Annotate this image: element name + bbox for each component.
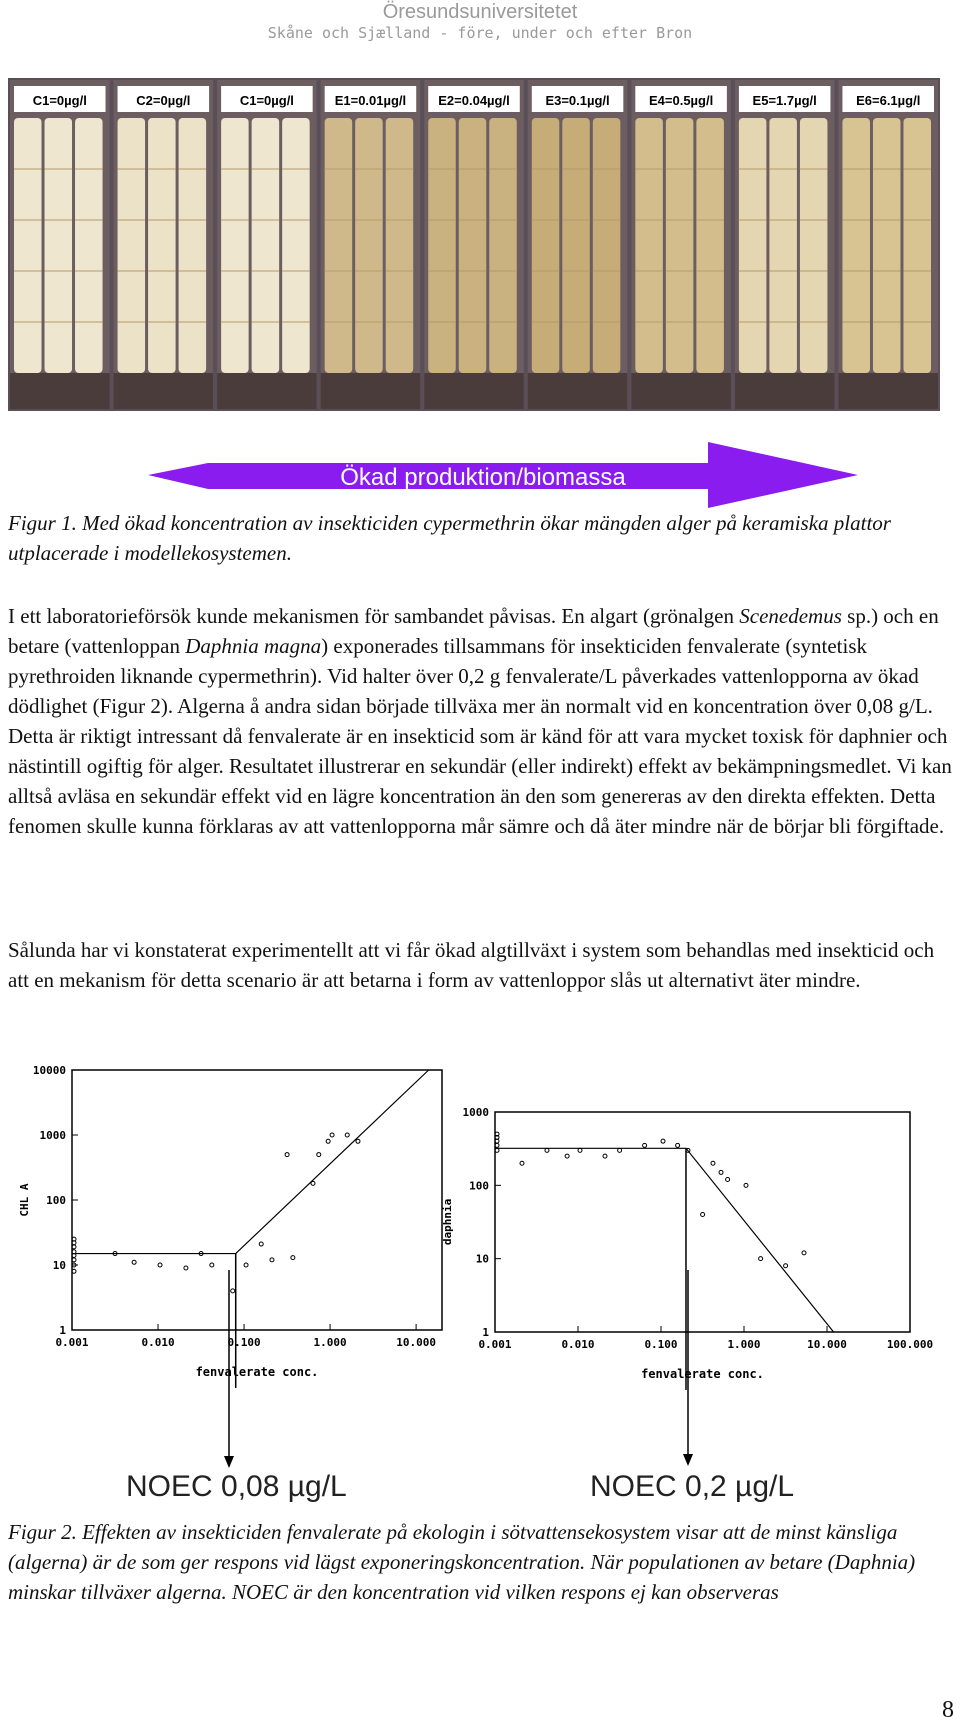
ceramic-plate bbox=[593, 118, 621, 373]
y-tick-label: 10 bbox=[475, 1252, 489, 1266]
mesocosm-panel bbox=[528, 80, 628, 409]
data-point bbox=[311, 1181, 315, 1185]
x-tick-label: 0.001 bbox=[478, 1338, 512, 1351]
increase-arrow bbox=[148, 442, 858, 508]
concentration-label: E6=6.1µg/l bbox=[856, 93, 921, 108]
data-point bbox=[317, 1153, 321, 1157]
y-tick-label: 10000 bbox=[32, 1064, 66, 1077]
data-point bbox=[578, 1148, 582, 1152]
data-point bbox=[545, 1148, 549, 1152]
concentration-label: E5=1.7µg/l bbox=[752, 93, 817, 108]
data-point bbox=[326, 1139, 330, 1143]
data-point bbox=[701, 1213, 705, 1217]
mesocosm-panel bbox=[424, 80, 524, 409]
concentration-label: C1=0µg/l bbox=[32, 93, 87, 108]
ceramic-plate bbox=[739, 118, 767, 373]
mesocosm-photo bbox=[8, 78, 940, 411]
ceramic-plate bbox=[800, 118, 828, 373]
x-tick-label: 10.000 bbox=[807, 1338, 847, 1351]
noec-arrows bbox=[0, 1270, 960, 1470]
data-point bbox=[719, 1170, 723, 1174]
ceramic-plate bbox=[118, 118, 146, 373]
header-subtitle: Skåne och Sjælland - före, under och efter Bron bbox=[267, 24, 693, 42]
concentration-label: C1=0µg/l bbox=[239, 93, 294, 108]
panel-base bbox=[631, 373, 731, 409]
mesocosm-panel bbox=[321, 80, 421, 409]
y-tick-label: 1000 bbox=[39, 1129, 66, 1142]
body-paragraph-1 bbox=[8, 601, 956, 841]
data-point bbox=[726, 1178, 730, 1182]
noec-right-label: NOEC 0,2 µg/L bbox=[590, 1470, 795, 1503]
data-point bbox=[643, 1143, 647, 1147]
ceramic-plate bbox=[221, 118, 249, 373]
x-axis-label: fenvalerate conc. bbox=[641, 1367, 764, 1381]
body-paragraph-2: Sålunda har vi konstaterat experimentellt att vi får ökad algtillväxt i system som behandlas med insekticid och att en mekanism för detta scenario är att betarna i form av vattenloppor slås ut alternativt äter mindre. bbox=[8, 938, 935, 992]
ceramic-plate bbox=[428, 118, 456, 373]
figure2-caption: Figur 2. Effekten av insekticiden fenvalerate på ekologin i sötvattensekosystem visar att de minst känsliga (algerna) är de som ger respons vid lägst exponeringskoncentration. När populationen av betare (Daphnia) minskar tillväxer algerna. NOEC är den koncentration vid vilken respons ej kan observeras bbox=[8, 1520, 916, 1604]
ceramic-plate bbox=[325, 118, 353, 373]
data-point bbox=[158, 1263, 162, 1267]
y-axis-label: daphnia bbox=[441, 1198, 454, 1246]
x-tick-label: 0.010 bbox=[141, 1336, 175, 1349]
ceramic-plate bbox=[903, 118, 931, 373]
y-tick-label: 100 bbox=[469, 1179, 489, 1193]
ceramic-plate bbox=[842, 118, 870, 373]
page-number: 8 bbox=[942, 1697, 954, 1723]
data-point bbox=[356, 1139, 360, 1143]
panel-base bbox=[321, 373, 421, 409]
x-tick-label: 0.001 bbox=[55, 1336, 89, 1349]
paragraph-text: sp.) och en betare (vattenloppan bbox=[8, 604, 939, 658]
header-title: Öresundsuniversitetet bbox=[382, 1, 578, 23]
x-axis-label: fenvalerate conc. bbox=[195, 1365, 319, 1379]
noec-left-arrowhead bbox=[224, 1456, 234, 1468]
data-point bbox=[676, 1143, 680, 1147]
panel-base bbox=[424, 373, 524, 409]
y-tick-label: 1000 bbox=[462, 1106, 489, 1119]
data-point bbox=[270, 1258, 274, 1262]
y-tick-label: 100 bbox=[46, 1194, 66, 1207]
ceramic-plate bbox=[666, 118, 694, 373]
data-point bbox=[132, 1260, 136, 1264]
panel-base bbox=[10, 373, 110, 409]
ceramic-plate bbox=[148, 118, 176, 373]
data-point bbox=[520, 1161, 524, 1165]
x-tick-label: 0.100 bbox=[227, 1336, 261, 1349]
ceramic-plate bbox=[282, 118, 310, 373]
ceramic-plate bbox=[252, 118, 280, 373]
fit-line bbox=[72, 1070, 429, 1254]
concentration-label: E4=0.5µg/l bbox=[648, 93, 714, 108]
data-point bbox=[711, 1161, 715, 1165]
mesocosm-panel bbox=[217, 80, 317, 409]
ceramic-plate bbox=[562, 118, 590, 373]
mesocosm-panel bbox=[735, 80, 835, 409]
mesocosm-panel bbox=[10, 80, 110, 409]
ceramic-plate bbox=[873, 118, 901, 373]
ceramic-plate bbox=[459, 118, 487, 373]
noec-left-label: NOEC 0,08 µg/L bbox=[126, 1470, 347, 1503]
data-point bbox=[565, 1154, 569, 1158]
ceramic-plate bbox=[75, 118, 103, 373]
ceramic-plate bbox=[179, 118, 207, 373]
data-point bbox=[802, 1251, 806, 1255]
data-point bbox=[210, 1263, 214, 1267]
data-point bbox=[603, 1154, 607, 1158]
x-tick-label: 10.000 bbox=[396, 1336, 436, 1349]
data-point bbox=[285, 1153, 289, 1157]
ceramic-plate bbox=[355, 118, 383, 373]
data-point bbox=[291, 1256, 295, 1260]
ceramic-plate bbox=[14, 118, 42, 373]
figure1-caption: Figur 1. Med ökad koncentration av insekticiden cypermethrin ökar mängden alger på keramiska plattor utplacerade i modellekosystemen. bbox=[8, 511, 891, 565]
concentration-label: E2=0.04µg/l bbox=[438, 93, 510, 108]
data-point bbox=[784, 1264, 788, 1268]
arrow-label: Ökad produktion/biomassa bbox=[340, 464, 626, 491]
x-tick-label: 0.100 bbox=[644, 1338, 678, 1351]
ceramic-plate bbox=[635, 118, 663, 373]
italic-species-name: Scenedemus bbox=[739, 604, 842, 628]
y-axis-label: CHL A bbox=[18, 1183, 31, 1217]
data-point bbox=[759, 1257, 763, 1261]
concentration-label: E3=0.1µg/l bbox=[545, 93, 610, 108]
panel-base bbox=[217, 373, 317, 409]
paragraph-text: ) exponerades tillsammans för insekticiden fenvalerate (syntetisk pyrethroiden liknande cypermethrin). Vid halter över 0,2 g fenvalerate/L påverkades vattenlopporna av ökad dödlighet (Figur 2). Algerna å andra sidan började tillväxa mer än normalt vid en koncentration över 0,08 g/L. Detta är riktigt intressant då fenvalerate är en insekticid som är känd för att vara mycket toxisk för daphnier och nästintill ogiftig för alger. Resultatet illustrerar en sekundär (eller indirekt) effekt av bekämpningsmedlet. Vi kan alltså avläsa en sekundär effekt vid en lägre koncentration än den som genereras av den direkta effekten. Detta fenomen skulle kunna förklaras av att vattenlopporna mår sämre och då äter mindre när de börjar bli förgiftade. bbox=[8, 634, 952, 838]
data-point bbox=[618, 1148, 622, 1152]
ceramic-plate bbox=[696, 118, 724, 373]
y-tick-label: 1 bbox=[482, 1326, 489, 1339]
paragraph-text: I ett laboratorieförsök kunde mekanismen för sambandet påvisas. En algart (grönalgen bbox=[8, 604, 740, 628]
ceramic-plate bbox=[489, 118, 517, 373]
panel-base bbox=[735, 373, 835, 409]
data-point bbox=[345, 1133, 349, 1137]
data-point bbox=[259, 1242, 263, 1246]
y-tick-label: 1 bbox=[59, 1324, 66, 1337]
x-tick-label: 100.000 bbox=[886, 1338, 934, 1351]
panel-base bbox=[114, 373, 214, 409]
panel-base bbox=[528, 373, 628, 409]
x-tick-label: 0.010 bbox=[561, 1338, 595, 1351]
data-point bbox=[330, 1133, 334, 1137]
noec-right-arrowhead bbox=[683, 1454, 693, 1466]
x-tick-label: 1.000 bbox=[727, 1338, 761, 1351]
data-point bbox=[661, 1139, 665, 1143]
data-point bbox=[244, 1263, 248, 1267]
concentration-label: C2=0µg/l bbox=[136, 93, 191, 108]
ceramic-plate bbox=[386, 118, 414, 373]
mesocosm-panel bbox=[838, 80, 938, 409]
panel-base bbox=[838, 373, 938, 409]
x-tick-label: 1.000 bbox=[313, 1336, 347, 1349]
mesocosm-panel bbox=[114, 80, 214, 409]
italic-species-name: Daphnia magna bbox=[185, 634, 322, 658]
concentration-label: E1=0.01µg/l bbox=[334, 93, 407, 108]
data-point bbox=[744, 1183, 748, 1187]
ceramic-plate bbox=[45, 118, 73, 373]
y-tick-label: 10 bbox=[52, 1259, 66, 1272]
ceramic-plate bbox=[769, 118, 797, 373]
mesocosm-panel bbox=[631, 80, 731, 409]
ceramic-plate bbox=[532, 118, 560, 373]
